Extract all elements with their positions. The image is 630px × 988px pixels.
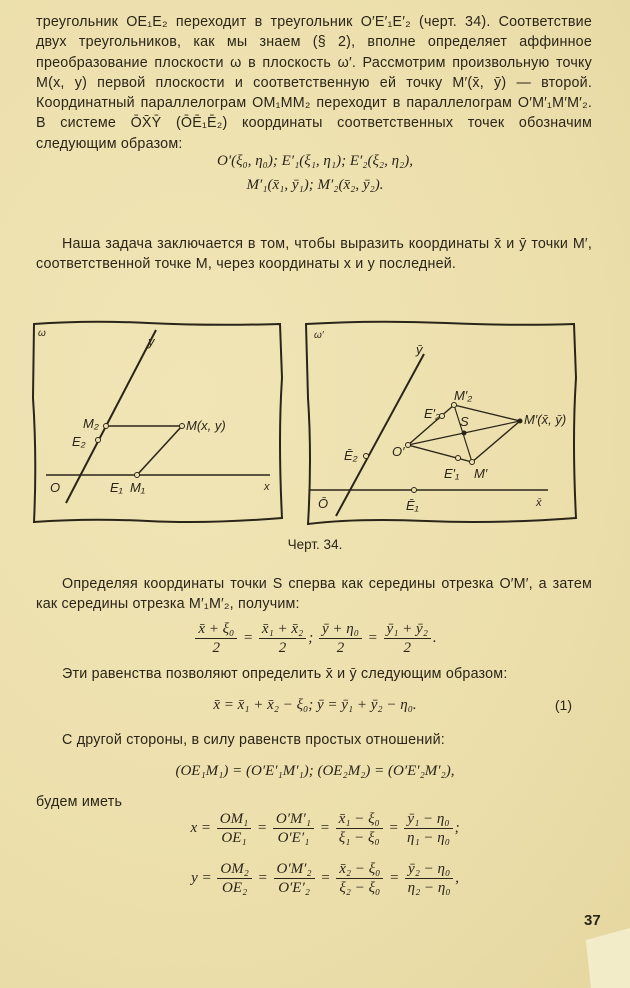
svg-text:E′₂: E′₂: [424, 406, 441, 421]
page-number: 37: [584, 912, 601, 929]
paragraph-intro: [36, 12, 592, 154]
svg-text:ω′: ω′: [314, 330, 324, 341]
svg-text:y: y: [148, 334, 155, 349]
folded-page-corner: [578, 928, 630, 988]
svg-text:M′: M′: [474, 466, 488, 481]
svg-text:O′: O′: [392, 444, 405, 459]
paragraph-text: Наша задача заключается в том, чтобы выразить координаты x̄ и ȳ точки M′, соответственной точке M, через координаты x и y последней.: [36, 236, 592, 273]
paragraph-ratios: [36, 730, 592, 750]
svg-text:E′₁: E′₁: [444, 466, 460, 481]
svg-text:M₂: M₂: [83, 416, 99, 431]
svg-text:x: x: [264, 481, 270, 493]
figure-left-panel: [28, 318, 286, 533]
svg-text:Ō: Ō: [318, 496, 329, 511]
paragraph-text: будем иметь: [36, 794, 123, 810]
coords-formula-1: O′(ξ₀, η₀); E′₁(ξ₁, η₁); E′₂(ξ₂, η₂),: [216, 153, 414, 169]
svg-text:x̄: x̄: [536, 497, 542, 509]
svg-text:S: S: [460, 414, 469, 429]
paragraph-equalities: [36, 664, 592, 684]
svg-text:M′(x̄, ȳ): M′(x̄, ȳ): [524, 412, 567, 427]
svg-text:O: O: [50, 480, 61, 495]
paragraph-task: [36, 234, 592, 275]
midpoint-formula: $\frac{\text{x̄ + ξ₀}}{2}$ = $\frac{\text{x̄₁ + x̄₂}}{2}$ ; $\frac{\text{ȳ + η₀}}{2}$ = $\frac{\text{ȳ₁ + ȳ₂}}{2}$ .: [0, 620, 630, 657]
figure-caption: Черт. 34.: [287, 537, 343, 552]
svg-text:ȳ: ȳ: [416, 342, 423, 357]
coords-formula-2: M′₁(x̄₁, ȳ₁); M′₂(x̄₂, ȳ₂).: [246, 177, 384, 193]
svg-text:M′₂: M′₂: [454, 388, 473, 403]
paragraph-text: С другой стороны, в силу равенств простых отношений:: [62, 732, 445, 748]
ratios-formula: (OE₁M₁) = (O′E′₁M′₁); (OE₂M₂) = (O′E′₂M′₂),: [175, 763, 455, 779]
omega-label: ω: [38, 328, 46, 339]
equation-1: x̄ = x̄₁ + x̄₂ − ξ₀; ȳ = ȳ₁ + ȳ₂ − η₀. (1): [213, 697, 572, 713]
svg-text:E₁: E₁: [110, 480, 123, 495]
paragraph-text: Эти равенства позволяют определить x̄ и ȳ следующим образом:: [62, 666, 508, 682]
y-ratio-formula: y = $\frac{\text{OM₂}}{\text{OE₂}}$ = $\frac{\text{O′M′₂}}{\text{O′E′₂}}$ = $\frac{\text{x̄₂ − ξ₀}}{\text{ξ₂ − ξ₀}}$ = $\frac{\text{ȳ₂ − η₀}}{\text{η₂ − η₀}}$ ,: [191, 861, 459, 896]
svg-text:Ē₁: Ē₁: [406, 498, 419, 513]
svg-text:E₂: E₂: [72, 434, 86, 449]
equation-number: (1): [554, 697, 572, 713]
svg-text:Ē₂: Ē₂: [344, 448, 358, 463]
paragraph-text: треугольник OE₁E₂ переходит в треугольник O′E′₁E′₂ (черт. 34). Соответствие двух треугольников, как мы знаем (§ 2), вполне определяет аффинное преобразование плоскости ω в плоскость ω′. Рассмотрим произвольную точку M(x, y) первой плоскости и соответственную ей точку M′(x̄, ȳ) — второй. Координатный параллелограм OM₁MM₂ переходит в параллелограм O′M′₁M′M′₂. В системе ŌX̄Ȳ (ŌĒ₁Ē₂) координаты соответственных точек обозначим следующим образом:: [36, 14, 592, 152]
paragraph-midpoint: [36, 574, 592, 615]
panel-border: [33, 322, 282, 522]
paragraph-text: Определяя координаты точки S сперва как середины отрезка O′M′, а затем как середины отрезка M′₁M′₂, получим:: [36, 576, 592, 613]
svg-text:M(x, y): M(x, y): [186, 418, 226, 433]
x-ratio-formula: x = $\frac{\text{OM₁}}{\text{OE₁}}$ = $\frac{\text{O′M′₁}}{\text{O′E′₁}}$ = $\frac{\text{x̄₁ − ξ₀}}{\text{ξ₁ − ξ₀}}$ = $\frac{\text{ȳ₁ − η₀}}{\text{η₁ − η₀}}$ ;: [190, 811, 460, 846]
svg-text:M₁: M₁: [130, 480, 145, 495]
figure-right-panel: [296, 318, 584, 533]
